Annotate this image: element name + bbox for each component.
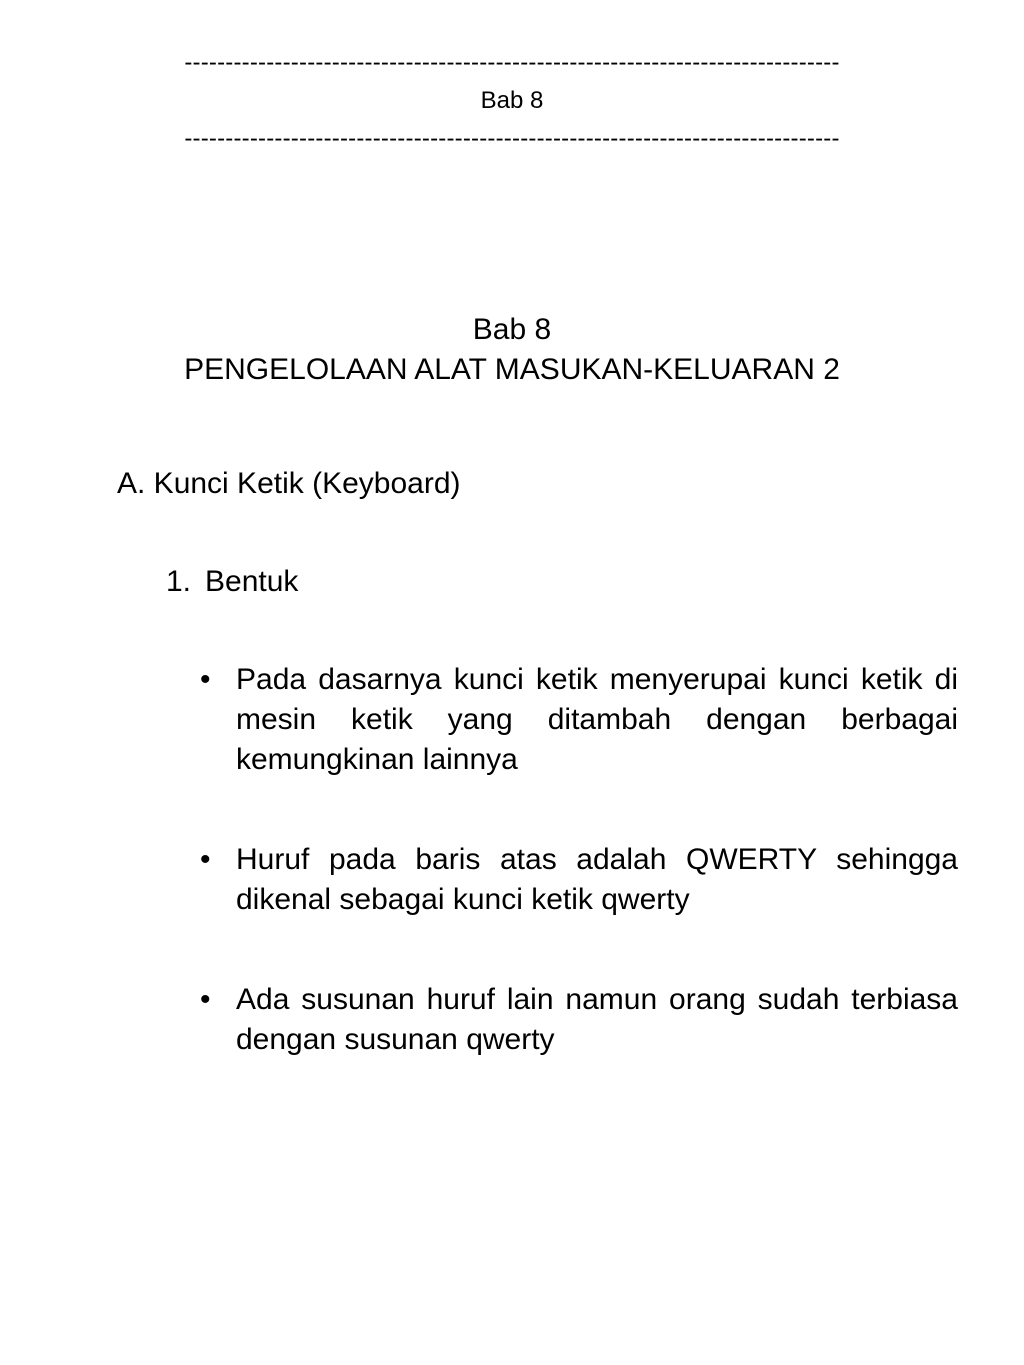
- header-title: Bab 8: [480, 87, 544, 114]
- subsection-title: Bentuk: [205, 565, 299, 598]
- page-header: [0, 44, 1024, 158]
- list-item: [200, 660, 958, 780]
- chapter-heading: [0, 310, 1024, 390]
- header-bottom-rule: [0, 120, 1024, 158]
- list-item-text: Ada susunan huruf lain namun orang sudah terbiasa dengan susunan qwerty: [236, 983, 958, 1056]
- list-item-text: Pada dasarnya kunci ketik menyerupai kunci ketik di mesin ketik yang ditambah dengan berbagai kemungkinan lainnya: [236, 663, 958, 776]
- list-item-text: Huruf pada baris atas adalah QWERTY sehingga dikenal sebagai kunci ketik qwerty: [236, 843, 958, 916]
- chapter-number: Bab 8: [472, 313, 552, 346]
- bullet-icon: •: [200, 983, 211, 1016]
- chapter-title: PENGELOLAAN ALAT MASUKAN-KELUARAN 2: [184, 353, 840, 386]
- header-top-rule: [0, 44, 1024, 82]
- section-heading: A. Kunci Ketik (Keyboard): [117, 467, 461, 500]
- subsection-number: 1.: [166, 565, 192, 598]
- subsection-heading: [166, 562, 298, 602]
- list-item: [200, 840, 958, 920]
- bullet-icon: •: [200, 663, 211, 696]
- list-item: [200, 980, 958, 1060]
- bullet-icon: •: [200, 843, 211, 876]
- bullet-list: [200, 660, 958, 1120]
